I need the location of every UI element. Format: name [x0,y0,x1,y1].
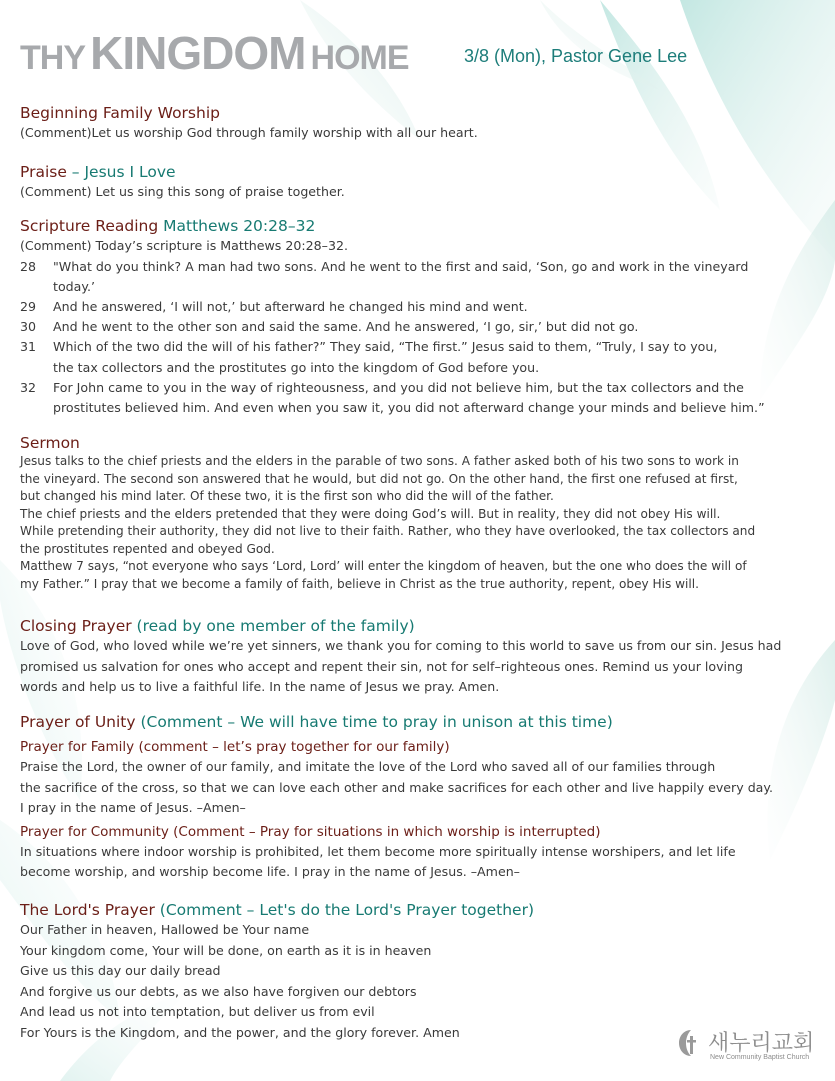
title-thy: THY [20,39,85,77]
date-pastor: 3/8 (Mon), Pastor Gene Lee [464,46,688,66]
section-heading: Closing Prayer (read by one member of the family) [20,617,415,635]
section-prayer-of-unity [20,712,825,883]
page-header [20,22,835,82]
verse: 32 For John came to you in the way of righteousness, and you did not believe him, but the tax collectors and the prostitutes believed him. And even when you saw it, you did not afterward change your minds and believe him.” [20,379,765,415]
section-heading: Praise – Jesus I Love [20,163,176,181]
section-sermon [20,433,825,593]
verse-number: 28 [20,258,37,274]
verse-list [20,257,825,419]
section-heading: The Lord's Prayer (Comment – Let's do the Lord's Prayer together) [20,901,535,919]
verse: 28 "What do you think? A man had two sons. And he went to the first and said, ‘Son, go and work in the vineyard today.’ [20,258,749,294]
subsection-heading: Prayer for Family (comment – let’s pray together for our family) [20,739,450,755]
verse: 29 And he answered, ‘I will not,’ but afterward he changed his mind and went. [20,297,825,317]
verse-number: 32 [20,379,37,395]
section-comment: (Comment) Let us sing this song of praise together. [20,184,345,199]
section-heading: Prayer of Unity (Comment – We will have time to pray in unison at this time) [20,713,613,731]
church-logo [678,1026,828,1066]
section-beginning [20,103,825,144]
page-title [20,26,409,80]
section-heading: Scripture Reading Matthews 20:28–32 [20,217,316,235]
section-lords-prayer [20,900,825,1043]
verse: 30 And he went to the other son and said the same. And he answered, ‘I go, sir,’ but did not go. [20,317,825,337]
closing-prayer-text: Love of God, who loved while we’re yet sinners, we thank you for coming to this world to save us from our sin. Jesus had promised us salvation for ones who accept and repent their sin, not for self–righteous ones. Remind us your loving words and help us to live a faithful life. In the name of Jesus we pray. Amen. [20,638,782,694]
section-praise [20,162,825,203]
prayer-for-family: Prayer for Family (comment – let’s pray together for our family) Praise the Lord, the owner of our family, and imitate the love of the Lord who saved all of our families through the sacrifice of the cross, so that we can love each other and make sacrifices for each other and live happily every day. I pray in the name of Jesus. –Amen– [20,738,825,819]
church-logo-icon [678,1028,704,1058]
verse-number: 31 [20,339,37,355]
verse-number: 30 [20,319,37,335]
section-heading: Beginning Family Worship [20,104,220,122]
lords-prayer-text: Our Father in heaven, Hallowed be Your name Your kingdom come, Your will be done, on earth as it is in heaven Give us this day our daily bread And forgive us our debts, as we also have forgiven our debtors And lead us not into temptation, but deliver us from evil For Yours is the Kingdom, and the power, and the glory forever. Amen [20,922,460,1040]
section-closing-prayer [20,616,825,698]
section-comment: (Comment) Today’s scripture is Matthews 20:28–32. [20,238,348,253]
church-name-english: New Community Baptist Church [710,1054,810,1061]
title-home: HOME [310,39,409,77]
prayer-for-community: Prayer for Community (Comment – Pray for situations in which worship is interrupted) In situations where indoor worship is prohibited, let them become more spiritually intense worshipers, and let life become worship, and worship become life. I pray in the name of Jesus. –Amen– [20,823,825,883]
verse: 31 Which of the two did the will of his father?” They said, “The first.” Jesus said to them, “Truly, I say to you, the tax collectors and the prostitutes go into the kingdom of God before you. [20,339,718,375]
subsection-heading: Prayer for Community (Comment – Pray for situations in which worship is interrupted) [20,823,601,840]
section-scripture [20,216,825,418]
section-comment: (Comment)Let us worship God through family worship with all our heart. [20,125,478,140]
verse-number: 29 [20,298,37,314]
title-kingdom: KINGDOM [90,27,306,79]
section-heading: Sermon [20,434,80,452]
sermon-text: Jesus talks to the chief priests and the elders in the parable of two sons. A father asked both of his two sons to work in the vineyard. The second son answered that he would, but did not go. On the other hand, the first one refused at first, but changed his mind later. Of these two, it is the first son who did the will of the father. The chief priests and the elders pretended that they were doing God’s will. But in reality, they did not obey His will. While pretending their authority, they did not live to their faith. Rather, who they have overlooked, the tax collectors and the prostitutes repented and obeyed God. Matthew 7 says, “not everyone who says ‘Lord, Lord’ will enter the kingdom of heaven, but the one who does the will of my Father.” I pray that we become a family of faith, believe in Christ as the true authority, repent, obey His will. [20,454,756,591]
church-name-korean: 새누리교회 [708,1031,815,1056]
